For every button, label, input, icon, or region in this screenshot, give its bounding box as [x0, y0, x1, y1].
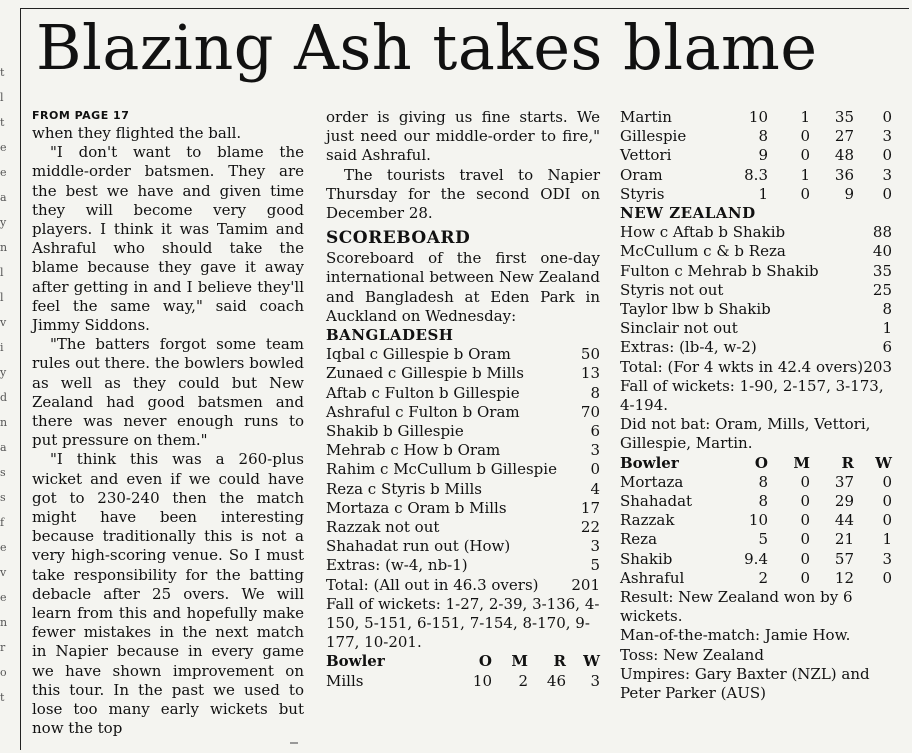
bowler-name: Ashraful — [620, 568, 685, 587]
gutter-glyph: s — [0, 466, 6, 479]
batting-list-new-zealand — [620, 223, 892, 377]
batter-name: Shahadat run out (How) — [326, 537, 511, 556]
umpires: Umpires: Gary Baxter (NZL) and Peter Parker (AUS) — [620, 664, 870, 703]
bowler-name: Martin — [620, 108, 672, 126]
gutter-glyph: v — [0, 316, 7, 329]
scoreboard-intro: Scoreboard of the first one-day international between New Zealand and Bangladesh at Eden Park in Auckland on Wednesday: — [326, 249, 600, 325]
bowler-maidens: 0 — [800, 184, 810, 203]
bowler-maidens: 0 — [800, 549, 810, 568]
bowler-overs: 8 — [758, 127, 768, 146]
batter-name: Styris not out — [620, 280, 724, 299]
bowler-runs: 44 — [834, 511, 854, 530]
bowler-name: Mills — [326, 671, 364, 690]
batter-runs: 201 — [571, 575, 600, 594]
batter-name: Total: (All out in 46.3 overs) — [326, 575, 539, 594]
bowler-name: Gillespie — [620, 127, 687, 146]
bowler-maidens: 0 — [800, 511, 810, 530]
bowler-runs: 35 — [834, 108, 854, 126]
batter-name: Extras: (w-4, nb-1) — [326, 556, 468, 575]
gutter-glyph: n — [0, 616, 8, 629]
batting-row — [326, 403, 600, 422]
maidens-header: M — [511, 652, 528, 671]
bowling-row — [620, 492, 892, 511]
batter-runs: 3 — [590, 441, 600, 460]
batter-runs: 0 — [590, 460, 600, 479]
bowling-row — [620, 530, 892, 549]
bowler-wickets: 3 — [882, 127, 892, 146]
gutter-clipped-text — [0, 60, 14, 710]
bowler-runs: 37 — [834, 472, 854, 491]
page-mark — [290, 742, 298, 744]
bowler-runs: 48 — [834, 146, 854, 165]
bowler-overs: 5 — [758, 530, 768, 549]
wickets-header: W — [583, 652, 600, 671]
gutter-glyph: o — [0, 666, 7, 679]
batter-runs: 13 — [580, 364, 600, 383]
bowling-row — [326, 672, 600, 691]
article-column-2 — [326, 108, 600, 691]
kicker: FROM PAGE 17 — [32, 109, 130, 122]
bowling-row — [620, 108, 892, 127]
bowler-overs: 10 — [748, 108, 768, 126]
batting-row — [620, 223, 892, 242]
bowler-maidens: 2 — [518, 671, 528, 690]
batting-row — [326, 480, 600, 499]
bowler-maidens: 1 — [800, 108, 810, 126]
bowling-row — [620, 166, 892, 185]
gutter-glyph: a — [0, 191, 7, 204]
fall-of-wickets-new-zealand: Fall of wickets: 1-90, 2-157, 3-173, 4-194. — [620, 376, 884, 415]
batter-name: Extras: (lb-4, w-2) — [620, 338, 757, 357]
bowler-wickets: 3 — [882, 549, 892, 568]
bowling-row — [620, 511, 892, 530]
team-heading-bangladesh: BANGLADESH — [326, 326, 454, 345]
article-paragraph: order is giving us fine starts. We just need our middle-order to fire," said Ashraful. — [326, 108, 600, 165]
bowler-runs: 36 — [834, 165, 854, 184]
bowler-name: Styris — [620, 184, 665, 203]
gutter-glyph: f — [0, 516, 5, 529]
bowler-name: Shahadat — [620, 492, 693, 511]
bowling-row — [620, 473, 892, 492]
gutter-glyph: n — [0, 416, 8, 429]
bowler-maidens: 1 — [800, 165, 810, 184]
bowler-wickets: 0 — [882, 568, 892, 587]
batter-name: Total: (For 4 wkts in 42.4 overs) — [620, 357, 864, 376]
batter-runs: 203 — [863, 357, 892, 376]
overs-header: O — [754, 453, 768, 472]
batter-name: Fulton c Mehrab b Shakib — [620, 261, 819, 280]
batting-row — [620, 319, 892, 338]
bowler-wickets: 0 — [882, 472, 892, 491]
result: Result: New Zealand won by 6 wickets. — [620, 588, 853, 626]
bowler-wickets: 0 — [882, 146, 892, 165]
gutter-glyph: y — [0, 216, 7, 229]
batter-name: McCullum c & b Reza — [620, 242, 786, 261]
article-column-1 — [32, 108, 304, 739]
batter-runs: 8 — [590, 383, 600, 402]
batter-name: Mortaza c Oram b Mills — [326, 498, 507, 517]
batter-name: Sinclair not out — [620, 319, 738, 338]
bowler-runs: 27 — [834, 127, 854, 146]
bowling-list-part1 — [326, 672, 600, 691]
bowler-overs: 9.4 — [744, 549, 768, 568]
batter-name: Razzak not out — [326, 518, 440, 537]
bowler-name: Reza — [620, 530, 658, 549]
bowling-list-bangladesh-attack — [620, 473, 892, 588]
bowler-maidens: 0 — [800, 530, 810, 549]
gutter-glyph: l — [0, 291, 4, 304]
batting-row — [620, 262, 892, 281]
batter-runs: 22 — [580, 518, 600, 537]
batting-row — [326, 422, 600, 441]
batting-row — [620, 338, 892, 357]
batter-name: Ashraful c Fulton b Oram — [326, 402, 520, 421]
batting-row — [326, 345, 600, 364]
gutter-glyph: n — [0, 241, 8, 254]
article-paragraph: "I don't want to blame the middle-order batsmen. They are the best we have and given time they will become very good players. I think it was Tamim and Ashraful who should take the blame because they gave it away after getting in and I believe they'll feel the same way," said coach Jimmy Siddons. — [32, 143, 304, 335]
gutter-glyph: l — [0, 91, 4, 104]
runs-header: R — [553, 652, 566, 671]
bowling-list-part2 — [620, 108, 892, 204]
batting-row — [620, 242, 892, 261]
bowler-wickets: 3 — [590, 671, 600, 690]
batter-name: How c Aftab b Shakib — [620, 223, 786, 242]
batter-name: Iqbal c Gillespie b Oram — [326, 345, 511, 364]
runs-header: R — [841, 453, 854, 472]
gutter-glyph: e — [0, 591, 7, 604]
bowler-wickets: 0 — [882, 511, 892, 530]
gutter-glyph: d — [0, 391, 8, 404]
bowler-runs: 12 — [834, 568, 854, 587]
bowler-wickets: 3 — [882, 165, 892, 184]
gutter-glyph: t — [0, 116, 5, 129]
gutter-glyph: s — [0, 491, 6, 504]
bowler-name: Razzak — [620, 511, 675, 530]
gutter-glyph: e — [0, 141, 7, 154]
article-column-3 — [620, 108, 892, 703]
article-paragraph: "I think this was a 260-plus wicket and even if we could have got to 230-240 then the match might have been interesting because traditionally this is not a very high-scoring venue. So I must take responsibility for the batting debacle after 25 overs. We will learn from this and hopefully make fewer mistakes in the next match in Napier because in every game we have shown improvement on this tour. In the past we used to lose too many early wickets but now the top — [32, 450, 304, 738]
article-paragraph: The tourists travel to Napier Thursday for the second ODI on December 28. — [326, 165, 600, 223]
batter-name: Aftab c Fulton b Gillespie — [326, 383, 520, 402]
batter-runs: 35 — [872, 261, 892, 280]
batting-row — [326, 364, 600, 383]
bowling-header-bangladesh-attack — [326, 652, 600, 671]
bowler-name: Vettori — [620, 146, 672, 165]
batting-row — [326, 576, 600, 595]
gutter-glyph: e — [0, 541, 7, 554]
fall-of-wickets-bangladesh: Fall of wickets: 1-27, 2-39, 3-136, 4-150, 5-151, 6-151, 7-154, 8-170, 9-177, 10-201. — [326, 594, 600, 652]
batting-row — [326, 460, 600, 479]
batter-runs: 40 — [872, 242, 892, 261]
overs-header: O — [478, 652, 492, 671]
batter-runs: 88 — [872, 223, 892, 242]
bowler-name: Mortaza — [620, 472, 684, 491]
batting-row — [326, 441, 600, 460]
maidens-header: M — [793, 453, 810, 472]
batter-runs: 50 — [580, 345, 600, 364]
bowler-maidens: 0 — [800, 568, 810, 587]
bowler-header: Bowler — [620, 453, 679, 472]
batter-runs: 70 — [580, 402, 600, 421]
batter-runs: 5 — [590, 556, 600, 575]
batter-name: Reza c Styris b Mills — [326, 479, 482, 498]
batter-name: Zunaed c Gillespie b Mills — [326, 364, 524, 383]
bowler-runs: 46 — [546, 671, 566, 690]
batting-row — [326, 384, 600, 403]
article-paragraph: when they flighted the ball. — [32, 124, 242, 142]
headline: Blazing Ash takes blame — [36, 11, 818, 84]
bowler-runs: 29 — [834, 492, 854, 511]
batter-runs: 4 — [590, 479, 600, 498]
gutter-glyph: t — [0, 66, 5, 79]
bowler-runs: 57 — [834, 549, 854, 568]
bowling-row — [620, 550, 892, 569]
bowler-overs: 8.3 — [744, 165, 768, 184]
gutter-glyph: i — [0, 341, 4, 354]
bowler-wickets: 1 — [882, 530, 892, 549]
bowling-row — [620, 146, 892, 165]
team-heading-new-zealand: NEW ZEALAND — [620, 204, 756, 223]
batting-row — [326, 556, 600, 575]
bowler-wickets: 0 — [882, 492, 892, 511]
batter-name: Taylor lbw b Shakib — [620, 300, 771, 319]
bowler-maidens: 0 — [800, 127, 810, 146]
batter-runs: 17 — [580, 498, 600, 517]
batter-runs: 3 — [590, 537, 600, 556]
batting-row — [620, 281, 892, 300]
bowler-overs: 8 — [758, 472, 768, 491]
batting-row — [620, 358, 892, 377]
bowling-row — [620, 127, 892, 146]
scoreboard-heading: SCOREBOARD — [326, 228, 471, 249]
bowler-name: Oram — [620, 165, 663, 184]
gutter-glyph: y — [0, 366, 7, 379]
batting-row — [620, 300, 892, 319]
batter-runs: 6 — [882, 338, 892, 357]
bowler-overs: 10 — [748, 511, 768, 530]
batter-name: Mehrab c How b Oram — [326, 441, 501, 460]
bowler-runs: 21 — [834, 530, 854, 549]
bowler-runs: 9 — [844, 184, 854, 203]
bowling-row — [620, 185, 892, 204]
bowler-overs: 2 — [758, 568, 768, 587]
bowler-header: Bowler — [326, 652, 385, 671]
gutter-glyph: e — [0, 166, 7, 179]
batting-row — [326, 518, 600, 537]
bowler-wickets: 0 — [882, 184, 892, 203]
gutter-glyph: l — [0, 266, 4, 279]
batter-runs: 1 — [882, 319, 892, 338]
wickets-header: W — [875, 453, 892, 472]
did-not-bat: Did not bat: Oram, Mills, Vettori, Gillespie, Martin. — [620, 415, 871, 453]
gutter-glyph: a — [0, 441, 7, 454]
man-of-the-match: Man-of-the-match: Jamie How. — [620, 626, 851, 645]
bowler-maidens: 0 — [800, 492, 810, 511]
bowler-maidens: 0 — [800, 472, 810, 491]
bowler-name: Shakib — [620, 549, 673, 568]
batter-runs: 25 — [872, 280, 892, 299]
bowler-overs: 1 — [758, 184, 768, 203]
batting-row — [326, 537, 600, 556]
batting-row — [326, 499, 600, 518]
gutter-glyph: t — [0, 691, 5, 704]
article-paragraph: "The batters forgot some team rules out there. the bowlers bowled as well as they could but New Zealand had good batsmen and there was never enough runs to put pressure on them." — [32, 335, 304, 450]
bowling-header-new-zealand-innings — [620, 454, 892, 473]
bowler-overs: 8 — [758, 492, 768, 511]
gutter-glyph: r — [0, 641, 6, 654]
bowler-overs: 9 — [758, 146, 768, 165]
batting-list-bangladesh — [326, 345, 600, 595]
gutter-glyph: v — [0, 566, 7, 579]
batter-name: Shakib b Gillespie — [326, 422, 464, 441]
batter-runs: 8 — [882, 300, 892, 319]
bowler-overs: 10 — [472, 671, 492, 690]
batter-runs: 6 — [590, 422, 600, 441]
bowling-row — [620, 569, 892, 588]
bowler-maidens: 0 — [800, 146, 810, 165]
bowler-wickets: 0 — [882, 108, 892, 126]
batter-name: Rahim c McCullum b Gillespie — [326, 460, 557, 479]
toss: Toss: New Zealand — [620, 645, 764, 664]
